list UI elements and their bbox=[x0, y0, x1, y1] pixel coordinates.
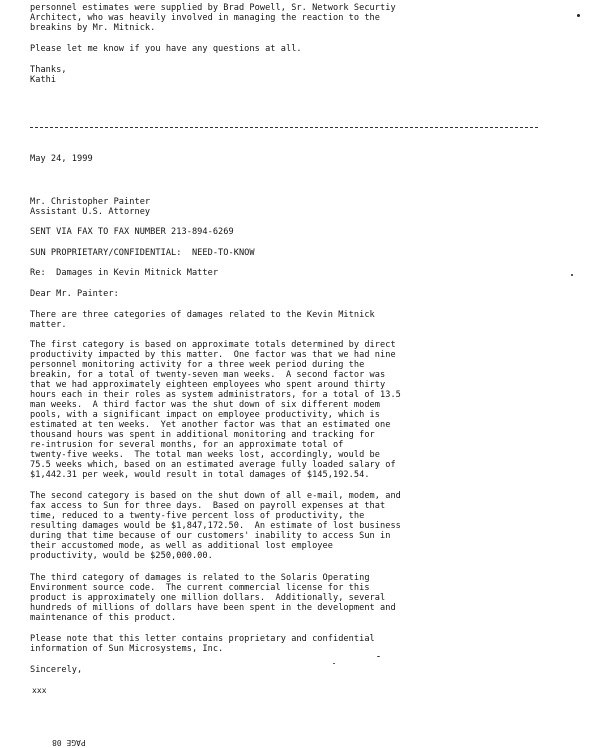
intro-line-3: breakins by Mr. Mitnick. bbox=[30, 23, 156, 33]
thanks-line: Thanks, bbox=[30, 65, 67, 75]
paragraph-4-line-1: The third category of damages is related to the Solaris Operating bbox=[30, 573, 370, 583]
paragraph-3-line-3: time, reduced to a twenty-five percent loss of productivity, the bbox=[30, 511, 365, 521]
sender-name: Kathi bbox=[30, 75, 57, 85]
paragraph-2-line-3: personnel monitoring activity for a three week period during the bbox=[30, 360, 365, 370]
paragraph-3-line-6: their accustomed mode, as well as additional lost employee bbox=[30, 541, 333, 551]
paragraph-2-line-4: breakin, for a total of twenty-seven man weeks. A second factor was bbox=[30, 370, 386, 380]
paragraph-4-line-4: hundreds of millions of dollars have been spent in the development and bbox=[30, 603, 396, 613]
intro-line-2: Architect, who was heavily involved in managing the reaction to the bbox=[30, 13, 380, 23]
paragraph-2-line-8: pools, with a significant impact on employee productivity, which is bbox=[30, 410, 380, 420]
paragraph-3-line-1: The second category is based on the shut down of all e-mail, modem, and bbox=[30, 491, 401, 501]
paragraph-2-line-14: $1,442.31 per week, would result in total damages of $145,192.54. bbox=[30, 470, 370, 480]
paragraph-2-line-11: re-intrusion for several months, for an approximate total of bbox=[30, 440, 344, 450]
paragraph-1-line-2: matter. bbox=[30, 320, 67, 330]
paragraph-2-line-1: The first category is based on approximate totals determined by direct bbox=[30, 340, 396, 350]
questions-line: Please let me know if you have any questions at all. bbox=[30, 44, 302, 54]
paragraph-2-line-9: estimated at ten weeks. Yet another factor was that an estimated one bbox=[30, 420, 391, 430]
paragraph-2-line-2: productivity impacted by this matter. One factor was that we had nine bbox=[30, 350, 396, 360]
recipient-title: Assistant U.S. Attorney bbox=[30, 207, 151, 217]
classification-line: SUN PROPRIETARY/CONFIDENTIAL: NEED-TO-KNOW bbox=[30, 248, 255, 258]
intro-line-1: personnel estimates were supplied by Brad Powell, Sr. Network Securtiy bbox=[30, 3, 396, 13]
paragraph-2-line-13: 75.5 weeks which, based on an estimated average fully loaded salary of bbox=[30, 460, 396, 470]
subject-line: Re: Damages in Kevin Mitnick Matter bbox=[30, 268, 219, 278]
paragraph-3-line-2: fax access to Sun for three days. Based on payroll expenses at that bbox=[30, 501, 386, 511]
paragraph-4-line-2: Environment source code. The current commercial license for this bbox=[30, 583, 370, 593]
salutation: Dear Mr. Painter: bbox=[30, 289, 119, 299]
paragraph-2-line-6: hours each in their roles as system administrators, for a total of 13.5 bbox=[30, 390, 401, 400]
letter-date: May 24, 1999 bbox=[30, 154, 93, 164]
paragraph-3-line-7: productivity, would be $250,000.00. bbox=[30, 551, 213, 561]
paragraph-3-line-4: resulting damages would be $1,847,172.50. An estimate of lost business bbox=[30, 521, 401, 531]
paragraph-2-line-7: man weeks. A third factor was the shut down of six different modem bbox=[30, 400, 380, 410]
paragraph-1-line-1: There are three categories of damages related to the Kevin Mitnick bbox=[30, 310, 375, 320]
paragraph-2-line-12: twenty-five weeks. The total man weeks lost, accordingly, would be bbox=[30, 450, 380, 460]
paragraph-4-line-5: maintenance of this product. bbox=[30, 613, 177, 623]
scan-speck bbox=[377, 656, 380, 657]
paragraph-4-line-3: product is approximately one million dollars. Additionally, several bbox=[30, 593, 386, 603]
paragraph-2-line-10: thousand hours was spent in additional monitoring and tracking for bbox=[30, 430, 375, 440]
paragraph-5-line-1: Please note that this letter contains proprietary and confidential bbox=[30, 634, 375, 644]
separator-rule bbox=[30, 127, 538, 128]
scan-speck bbox=[333, 663, 335, 664]
scan-speck bbox=[577, 14, 580, 17]
page-footer: PAGE 08 bbox=[52, 738, 86, 747]
closing-line: Sincerely, bbox=[30, 665, 83, 675]
paragraph-3-line-5: during that time because of our customers' inability to access Sun in bbox=[30, 531, 391, 541]
signature: xxx bbox=[32, 686, 47, 695]
paragraph-2-line-5: that we had approximately eighteen employees who spent around thirty bbox=[30, 380, 386, 390]
paragraph-5-line-2: information of Sun Microsystems, Inc. bbox=[30, 644, 224, 654]
scan-speck bbox=[571, 274, 573, 276]
recipient-name: Mr. Christopher Painter bbox=[30, 197, 151, 207]
fax-line: SENT VIA FAX TO FAX NUMBER 213-894-6269 bbox=[30, 227, 234, 237]
